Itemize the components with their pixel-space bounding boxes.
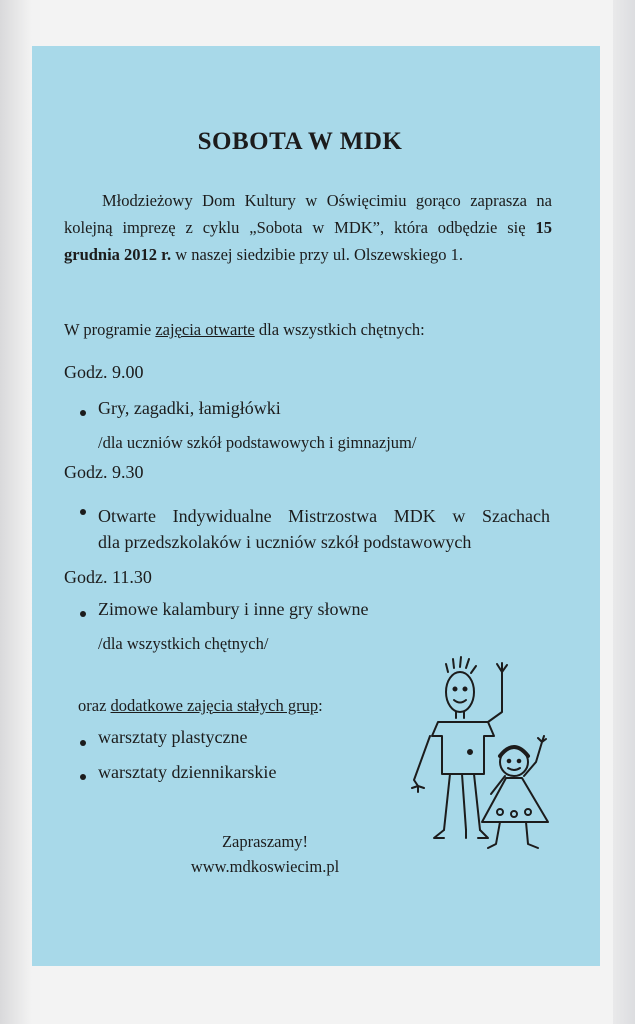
bullet-icon [80, 509, 86, 515]
footer-website: www.mdkoswiecim.pl [190, 857, 340, 876]
intro-text: Młodzieżowy Dom Kultury w Oświęcimiu gorąco zaprasza na kolejną imprezę z cyklu „Sobota w MDK”, która odbędzie się [64, 191, 552, 237]
bullet-icon [80, 740, 86, 746]
bullet-icon [80, 774, 86, 780]
extra-underlined: dodatkowe zajęcia stałych grup [110, 696, 319, 715]
intro-paragraph [64, 187, 552, 268]
children-drawing-icon [400, 652, 560, 862]
poster-title: SOBOTA W MDK [197, 128, 403, 155]
intro-rest: w naszej siedzibie przy ul. Olszewskiego 1. [175, 245, 464, 264]
schedule-time-3: Godz. 11.30 [64, 567, 152, 587]
extra-item-2: warsztaty dziennikarskie [98, 762, 277, 782]
event-date: 15 grudnia 2012 r. [64, 218, 552, 264]
schedule-item-2-line1: Otwarte Indywidualne Mistrzostwa MDK w Szachach [98, 506, 550, 526]
footer-invite: Zapraszamy! [221, 832, 309, 851]
bullet-icon [80, 611, 86, 617]
schedule-note-3: /dla wszystkich chętnych/ [98, 634, 269, 653]
schedule-item-1: Gry, zagadki, łamigłówki [98, 398, 281, 418]
schedule-time-1: Godz. 9.00 [64, 362, 144, 382]
schedule-item-2-line2: dla przedszkolaków i uczniów szkół podstawowych [98, 532, 472, 552]
schedule-time-2: Godz. 9.30 [64, 462, 144, 482]
program-underlined: zajęcia otwarte [155, 320, 255, 339]
bullet-icon [80, 410, 86, 416]
scan-page-edge [613, 0, 635, 1024]
extra-heading: oraz dodatkowe zajęcia stałych grup: [78, 696, 323, 715]
schedule-item-3: Zimowe kalambury i inne gry słowne [98, 599, 369, 619]
program-heading: W programie zajęcia otwarte dla wszystkich chętnych: [64, 320, 425, 339]
schedule-note-1: /dla uczniów szkół podstawowych i gimnazjum/ [98, 433, 417, 452]
extra-item-1: warsztaty plastyczne [98, 727, 248, 747]
